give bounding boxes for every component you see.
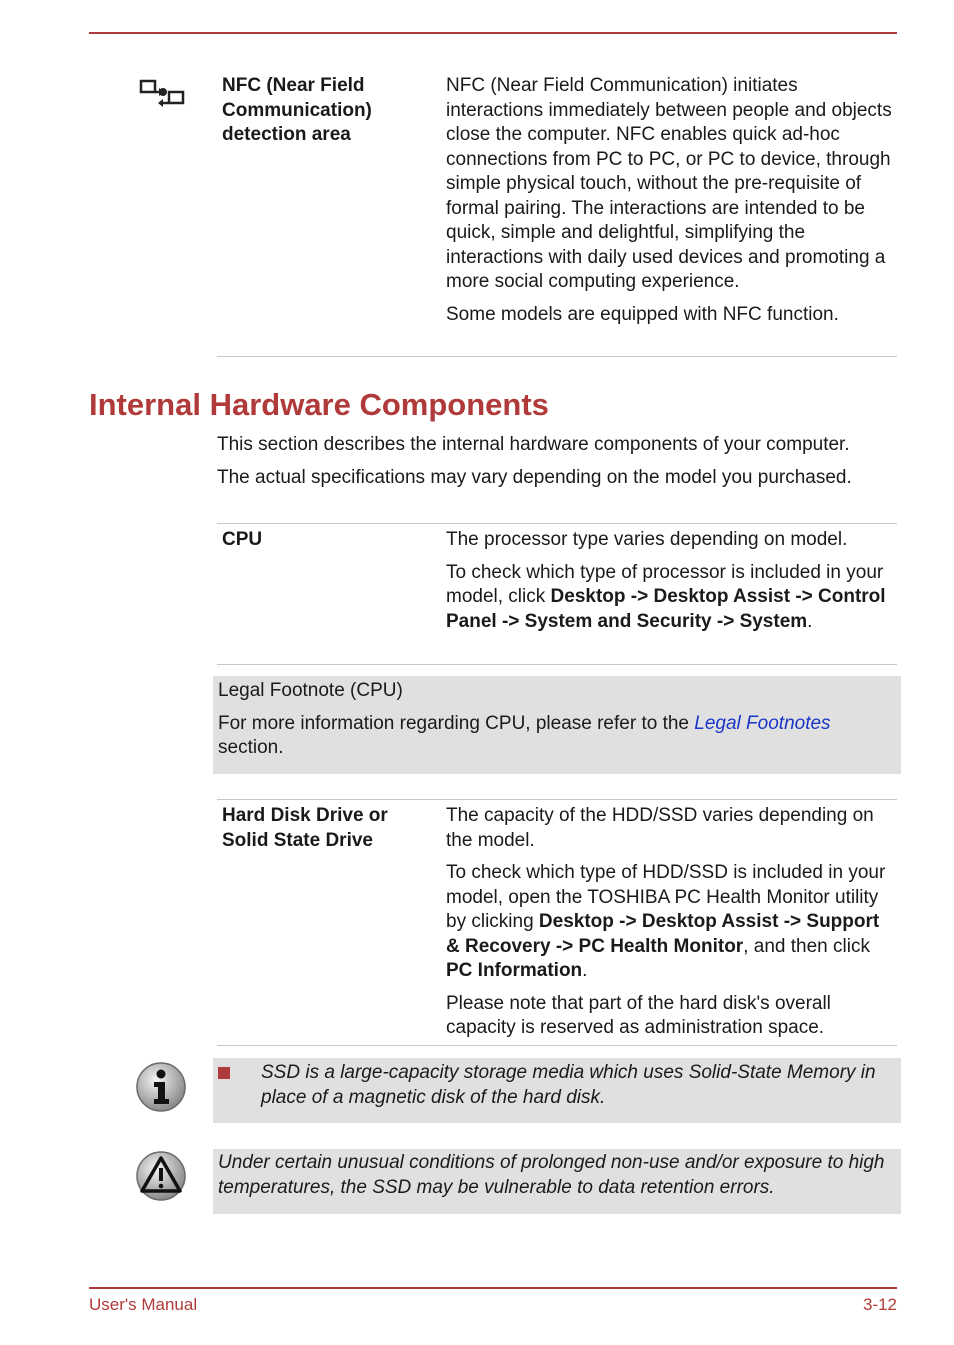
hdd-menu-path: Desktop -> Desktop Assist -> Support & Recovery -> PC Health Monitor: [446, 911, 880, 957]
section-intro-1: This section describes the internal hardware components of your computer.: [217, 434, 850, 455]
hdd-desc-2: [446, 861, 897, 984]
hdd-pc-information: PC Information: [446, 960, 583, 981]
legal-footnotes-link[interactable]: Legal Footnotes: [694, 712, 831, 734]
cpu-term: CPU: [222, 529, 263, 550]
footer-manual-title: User's Manual: [89, 1295, 198, 1314]
table-divider: [217, 356, 897, 357]
legal-footnote-box: [213, 676, 901, 774]
footer-rule: [89, 1287, 897, 1289]
hdd-desc-1: The capacity of the HDD/SSD varies depending on the model.: [446, 805, 874, 851]
hdd-desc-3: Please note that part of the hard disk's overall capacity is reserved as administration space.: [446, 992, 831, 1038]
cpu-description: [446, 528, 897, 642]
hdd-desc-2-mid: , and then click: [743, 935, 870, 957]
legal-text-end: section.: [218, 737, 284, 758]
nfc-desc-1: NFC (Near Field Communication) initiates interactions immediately between people and objects close the computer. NFC enables quick ad-hoc connections from PC to PC, or PC to device, through simple physical touch, without the pre-requisite of formal pairing. The interactions are intended to be quick, simple and delightful, simplifying the interactions with daily used devices and promoting a more social computing experience.: [446, 75, 892, 292]
cpu-desc-2-end: .: [807, 610, 813, 632]
nfc-icon: [138, 76, 188, 112]
section-title: Internal Hardware Components: [89, 387, 549, 422]
table-divider: [217, 799, 897, 800]
section-intro-2: The actual specifications may vary depending on the model you purchased.: [217, 467, 852, 488]
header-rule: [89, 32, 897, 34]
warning-note-box: [213, 1149, 901, 1214]
info-note-box: [213, 1058, 901, 1123]
info-icon: [135, 1061, 187, 1113]
warning-icon: [135, 1150, 187, 1202]
hdd-description: [446, 804, 897, 1049]
legal-footnote-title: Legal Footnote (CPU): [218, 680, 403, 701]
bullet-square-icon: [218, 1067, 230, 1079]
nfc-description: [446, 74, 897, 335]
cpu-desc-1: The processor type varies depending on model.: [446, 529, 848, 550]
info-note-text: SSD is a large-capacity storage media which uses Solid-State Memory in place of a magnetic disk of the hard disk.: [261, 1062, 876, 1108]
cpu-menu-path: Desktop -> Desktop Assist -> Control Panel -> System and Security -> System: [446, 586, 886, 632]
footer-page-number: 3-12: [862, 1295, 897, 1314]
legal-footnote-text: [218, 712, 891, 761]
hdd-desc-2-text: To check which type of HDD/SSD is included in your model, open the TOSHIBA PC Health Monitor utility by clicking: [446, 862, 886, 932]
nfc-desc-2: Some models are equipped with NFC function.: [446, 303, 839, 325]
cpu-desc-2: [446, 561, 897, 635]
table-divider: [217, 523, 897, 524]
hdd-desc-2-end: .: [582, 960, 588, 981]
nfc-term: NFC (Near Field Communication) detection area: [222, 75, 372, 145]
table-divider: [217, 1045, 897, 1046]
hdd-term: Hard Disk Drive or Solid State Drive: [222, 805, 388, 851]
legal-text: For more information regarding CPU, please refer to the: [218, 712, 695, 734]
cpu-desc-2-text: To check which type of processor is included in your model, click: [446, 561, 884, 607]
table-divider: [217, 664, 897, 665]
warning-note-text: Under certain unusual conditions of prolonged non-use and/or exposure to high temperatures, the SSD may be vulnerable to data retention errors.: [218, 1152, 885, 1198]
